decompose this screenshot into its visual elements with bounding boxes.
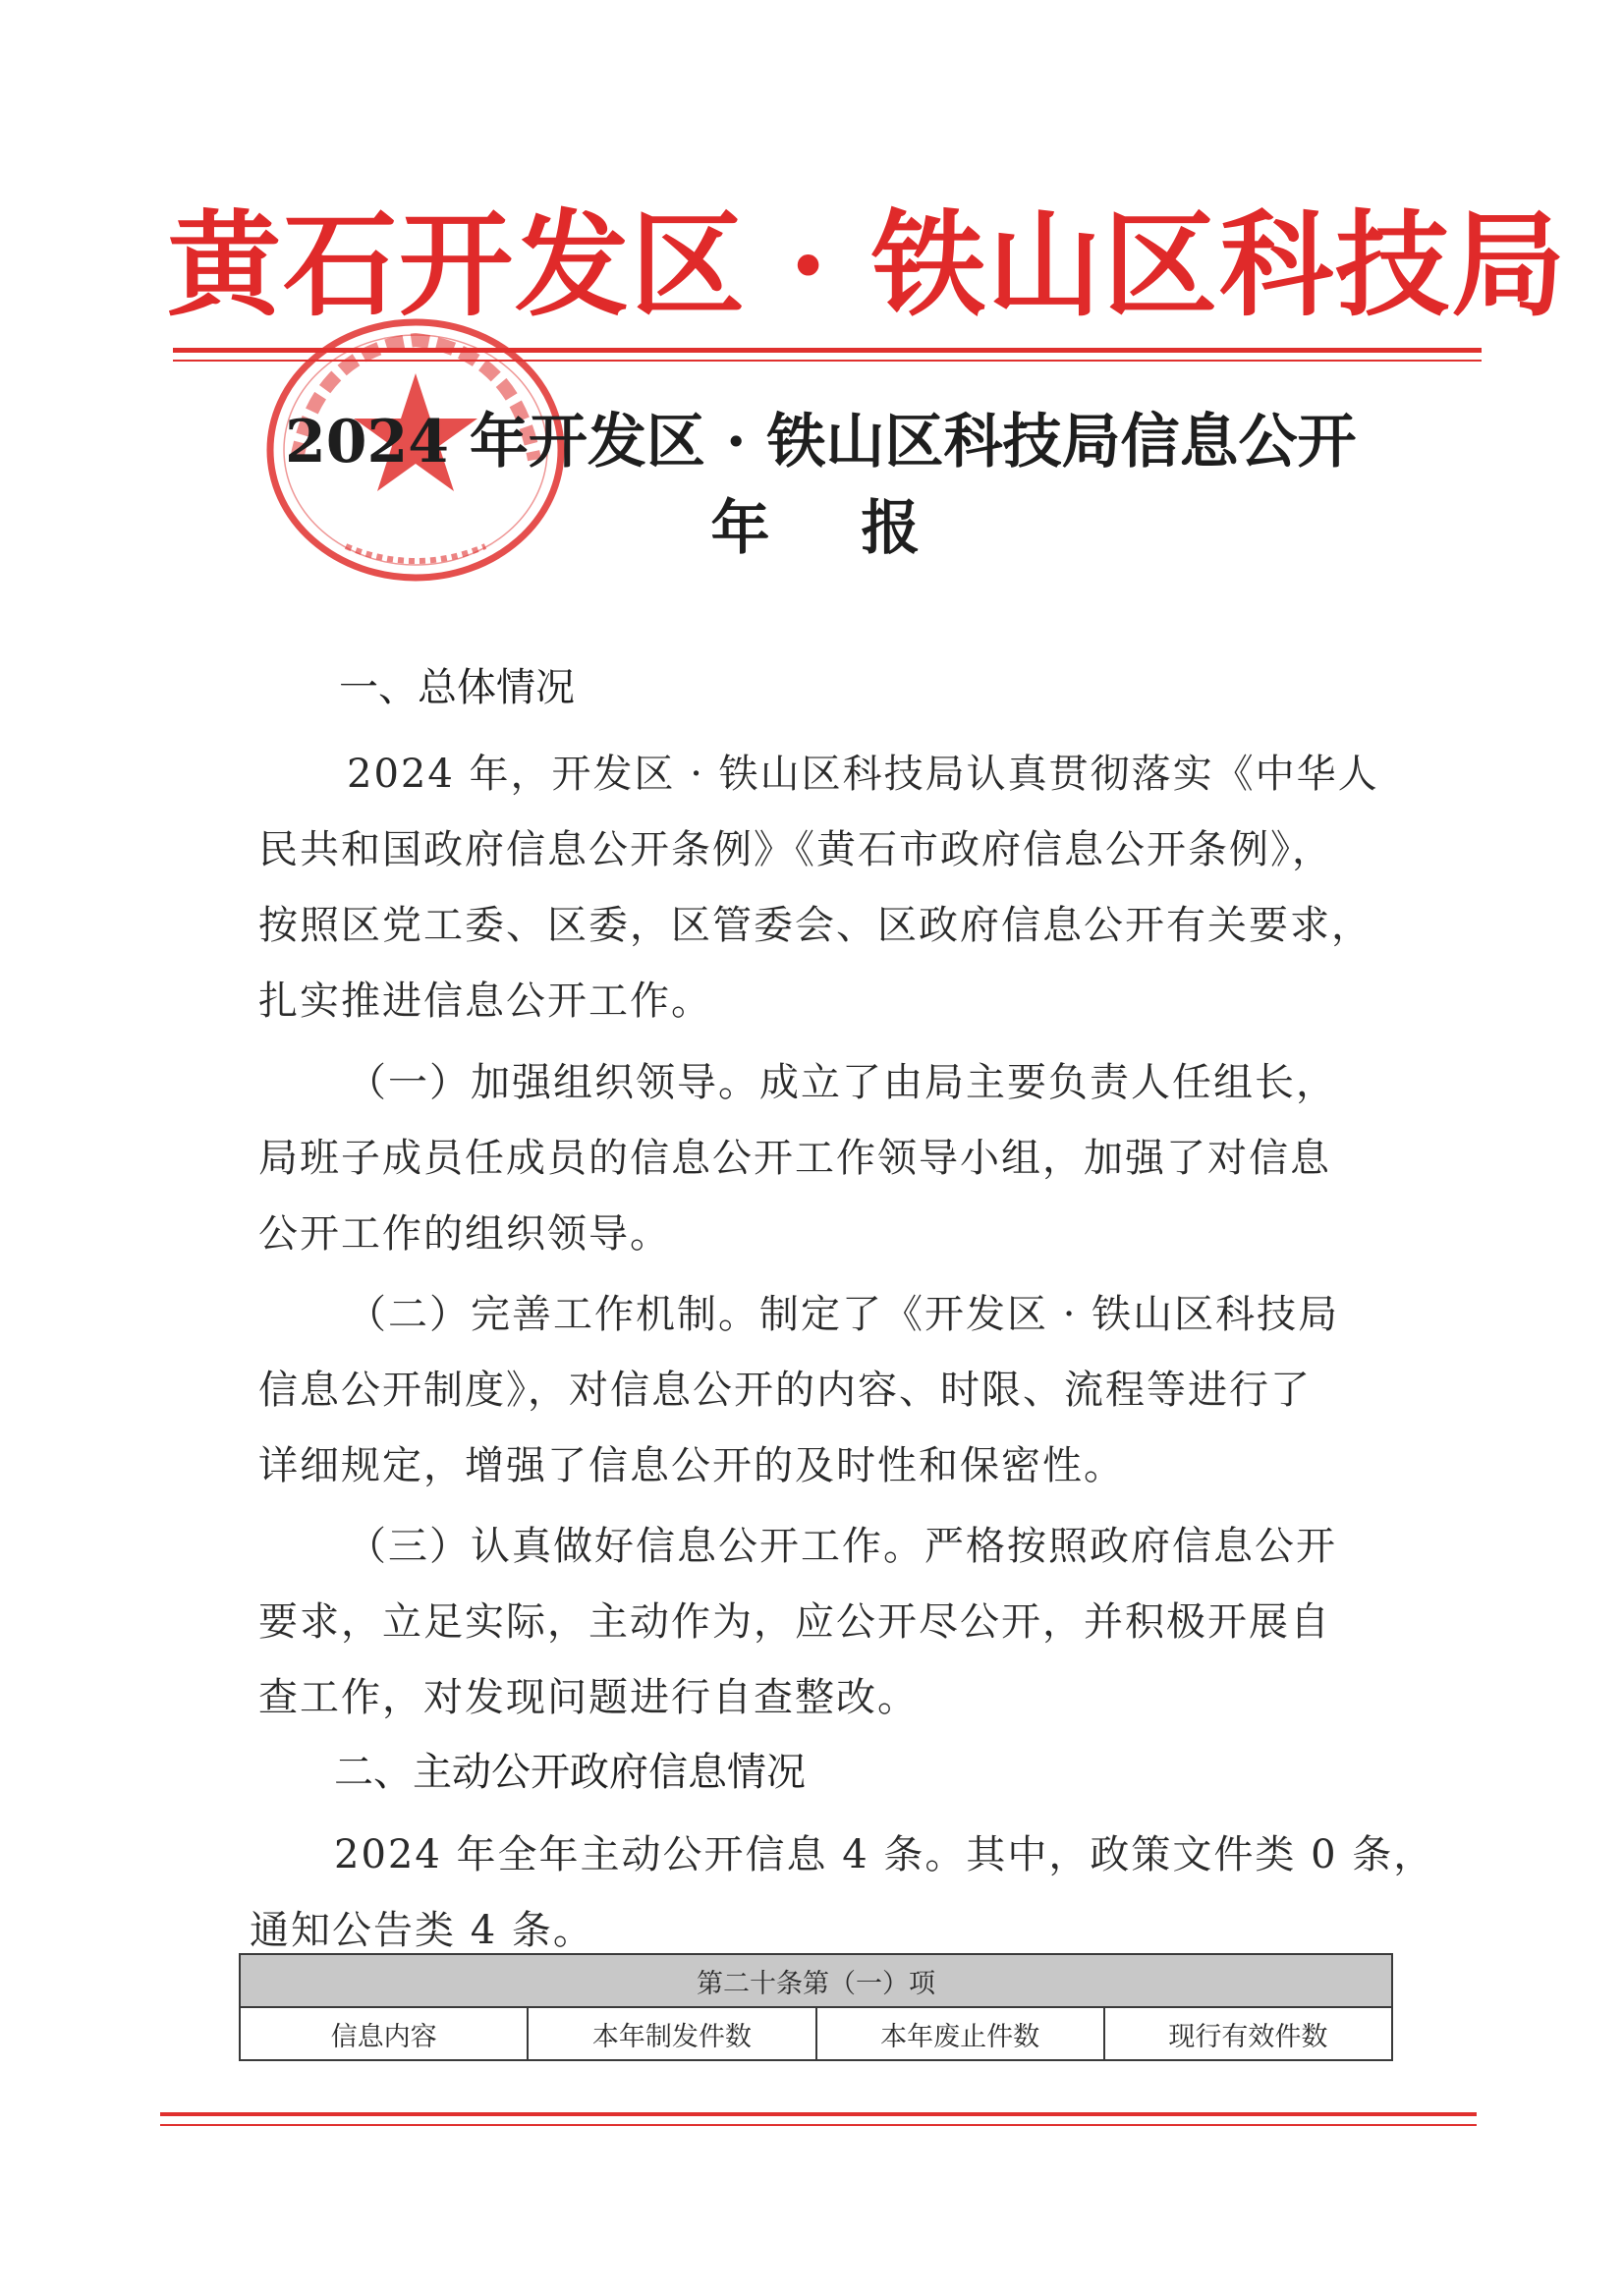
paragraph-line: 详细规定，增强了信息公开的及时性和保密性。 [258, 1443, 1125, 1488]
paragraph-active-disclosure [250, 1818, 1435, 1969]
paragraph-mechanism [258, 1277, 1340, 1504]
paragraph-line: 通知公告类 4 条。 [250, 1908, 594, 1953]
paragraph-line: 民共和国政府信息公开条例》《黄石市政府信息公开条例》， [258, 827, 1333, 872]
table-column-repealed-count: 本年废止件数 [816, 2007, 1104, 2060]
paragraph-line: （三）认真做好信息公开工作。严格按照政府信息公开 [347, 1524, 1337, 1569]
paragraph-organization [258, 1045, 1337, 1272]
paragraph-line: 扎实推进信息公开工作。 [258, 979, 712, 1024]
paragraph-line: 信息公开制度》，对信息公开的内容、时限、流程等进行了 [258, 1368, 1312, 1413]
paragraph-line: 局班子成员任成员的信息公开工作领导小组，加强了对信息 [258, 1136, 1331, 1181]
paragraph-overview [258, 737, 1379, 1039]
paragraph-line: 2024 年，开发区 · 铁山区科技局认真贯彻落实《中华人 [347, 752, 1379, 797]
masthead-title: 黄石开发区 · 铁山区科技局 [167, 198, 1568, 332]
paragraph-line: （二）完善工作机制。制定了《开发区 · 铁山区科技局 [347, 1292, 1340, 1337]
table-row [240, 2007, 1392, 2060]
table-column-issued-count: 本年制发件数 [528, 2007, 815, 2060]
paragraph-disclosure-work [258, 1509, 1337, 1736]
disclosure-table [239, 1953, 1393, 2061]
paragraph-line: 要求，立足实际，主动作为，应公开尽公开，并积极开展自 [258, 1599, 1331, 1645]
paragraph-line: 查工作，对发现问题进行自查整改。 [258, 1675, 919, 1720]
paragraph-line: 2024 年全年主动公开信息 4 条。其中，政策文件类 0 条， [334, 1832, 1435, 1877]
paragraph-line: 公开工作的组织领导。 [258, 1211, 671, 1257]
table-header-cell: 第二十条第（一）项 [240, 1954, 1392, 2007]
paragraph-line: 按照区党工委、区委，区管委会、区政府信息公开有关要求， [258, 903, 1372, 948]
table-column-info-content: 信息内容 [240, 2007, 528, 2060]
section-heading-overview: 一、总体情况 [339, 665, 575, 710]
section-heading-active-disclosure: 二、主动公开政府信息情况 [334, 1750, 806, 1795]
table-column-valid-count: 现行有效件数 [1104, 2007, 1392, 2060]
document-title-line1: 2024 年开发区 · 铁山区科技局信息公开 [285, 408, 1357, 476]
document-title-line2: 年 报 [710, 494, 956, 563]
footer-rule-thick [160, 2112, 1477, 2116]
footer-rule-thin [160, 2124, 1477, 2126]
paragraph-line: （一）加强组织领导。成立了由局主要负责人任组长， [347, 1060, 1337, 1105]
table-header-row [240, 1954, 1392, 2007]
